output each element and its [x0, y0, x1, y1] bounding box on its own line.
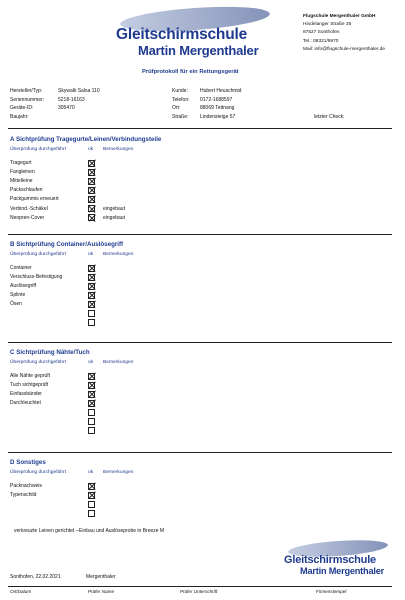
ok-checkbox[interactable] — [88, 483, 95, 490]
ok-checkbox[interactable] — [88, 409, 95, 416]
ok-checkbox[interactable] — [88, 160, 95, 167]
label-customer: Kunde: — [172, 88, 188, 94]
value-street: Lindensteige 57 — [200, 113, 236, 120]
subheader-remarks: Bemerkungen — [103, 252, 134, 257]
subheader-remarks: Bemerkungen — [103, 360, 134, 365]
ok-checkbox[interactable] — [88, 391, 95, 398]
device-labels — [10, 87, 44, 121]
ok-checkbox[interactable] — [88, 274, 95, 281]
check-item-label: Alle Nähte geprüft — [10, 373, 51, 379]
value-phone: 0172-1688597 — [200, 96, 233, 103]
check-item-label: Ösen — [10, 301, 22, 308]
last-check-label: letzter Check: — [314, 114, 345, 120]
subheader-ok: ok — [88, 147, 94, 152]
company-phone: Tel.: 08321/9970 — [303, 38, 339, 44]
check-item-label: Container — [10, 265, 32, 271]
check-item-label: Auslösegriff — [10, 283, 37, 290]
signature-line — [8, 586, 392, 587]
company-street: Hindelanger Straße 35 — [303, 22, 352, 28]
value-manufacturer: Skywalk Salsa 110 — [58, 88, 100, 94]
ok-checkbox[interactable] — [88, 283, 95, 290]
ok-checkbox[interactable] — [88, 214, 95, 221]
ok-checkbox[interactable] — [88, 178, 95, 185]
value-year — [58, 113, 100, 122]
ok-checkbox[interactable] — [88, 310, 95, 317]
divider — [8, 128, 392, 129]
customer-values — [200, 87, 241, 121]
company-address — [303, 13, 385, 54]
check-item-label: Packgummis erneuert — [10, 196, 59, 203]
check-item-label: Durchleuchtet — [10, 400, 41, 407]
footer-inspector: Mergenthaler — [86, 574, 116, 580]
value-city: 88069 Tettnang — [200, 105, 235, 112]
ok-checkbox[interactable] — [88, 382, 95, 389]
customer-labels — [172, 87, 190, 121]
ok-checkbox[interactable] — [88, 400, 95, 407]
section-title: B Sichtprüfung Container/Auslösegriff — [10, 241, 124, 248]
logo-line1: Gleitschirmschule — [116, 26, 247, 43]
label-street: Straße: — [172, 113, 189, 120]
subheader-check: Überprüfung durchgeführt — [10, 252, 67, 257]
ok-checkbox[interactable] — [88, 205, 95, 212]
company-name: Flugschule Mergenthaler GmbH — [303, 14, 376, 19]
footer-label-place-date: Ort/Datum — [10, 589, 32, 594]
device-values — [58, 87, 100, 121]
subheader-remarks: Bemerkungen — [103, 470, 134, 475]
section-divider — [8, 452, 392, 453]
check-item-remark: eingebaut — [103, 205, 125, 212]
check-item-label: Tragegurt — [10, 160, 32, 166]
value-customer: Hubert Heuschmid — [200, 88, 242, 94]
subheader-ok: ok — [88, 470, 94, 475]
logo-line2: Martin Mergenthaler — [138, 43, 259, 58]
ok-checkbox[interactable] — [88, 187, 95, 194]
footer-label-inspector-name: Prüfer Name — [88, 589, 115, 594]
check-item-label: Typenschild — [10, 492, 37, 499]
ok-checkbox[interactable] — [88, 319, 95, 326]
label-city: Ort: — [172, 105, 181, 112]
ok-checkbox[interactable] — [88, 418, 95, 425]
label-serial: Seriennummer: — [10, 96, 45, 103]
label-year: Baujahr: — [10, 113, 29, 120]
section-title: C Sichtprüfung Nähte/Tuch — [10, 349, 90, 356]
section-title: D Sonstiges — [10, 459, 46, 466]
ok-checkbox[interactable] — [88, 196, 95, 203]
ok-checkbox[interactable] — [88, 501, 95, 508]
value-serial: 5218-16163 — [58, 96, 85, 103]
subheader-check: Überprüfung durchgeführt — [10, 147, 67, 152]
footer-logo-line1: Gleitschirmschule — [284, 554, 376, 566]
section-title: A Sichtprüfung Tragegurte/Leinen/Verbindungsteile — [10, 136, 162, 143]
footer-label-signature: Prüfer Unterschrift — [180, 589, 218, 594]
company-mail: Mail: info@flugschule-mergenthaler.de — [303, 46, 385, 52]
check-item-label: Fangleinen — [10, 169, 35, 176]
footer-place-date: Sonthofen, 22.02.2021 — [10, 574, 61, 580]
check-item-label: Neopren-Cover — [10, 214, 45, 221]
subheader-remarks: Bemerkungen — [103, 147, 134, 152]
ok-checkbox[interactable] — [88, 265, 95, 272]
section-divider — [8, 234, 392, 235]
check-item-label: Packnachweis — [10, 483, 42, 489]
ok-checkbox[interactable] — [88, 169, 95, 176]
ok-checkbox[interactable] — [88, 292, 95, 299]
label-device-id: Geräte-ID: — [10, 105, 34, 112]
company-city: 87527 Sonthofen — [303, 30, 340, 36]
footer-label-stamp: Firmenstempel — [316, 589, 347, 594]
subheader-ok: ok — [88, 252, 94, 257]
subheader-check: Überprüfung durchgeführt — [10, 360, 67, 365]
ok-checkbox[interactable] — [88, 301, 95, 308]
page-title: Prüfprotokoll für ein Rettungsgerät — [142, 69, 239, 75]
check-item-label: Tuch sichtgeprüft — [10, 382, 49, 389]
note-text: verkreuzte Leinen gerichtet --Einbau und Auslöseprobe in Breeze M — [14, 528, 165, 534]
ok-checkbox[interactable] — [88, 427, 95, 434]
footer-logo-line2: Martin Mergenthaler — [300, 566, 385, 576]
value-device-id: 305470 — [58, 105, 75, 112]
subheader-ok: ok — [88, 360, 94, 365]
label-manufacturer: Hersteller/Typ: — [10, 88, 43, 94]
check-item-label: Packschlaufen — [10, 187, 43, 194]
check-item-label: Einfassbänder — [10, 391, 42, 398]
ok-checkbox[interactable] — [88, 373, 95, 380]
footer-logo — [278, 537, 396, 583]
label-phone: Telefon: — [172, 96, 190, 103]
ok-checkbox[interactable] — [88, 492, 95, 499]
subheader-check: Überprüfung durchgeführt — [10, 470, 67, 475]
check-item-label: Verbind.-Schäkel — [10, 205, 48, 212]
check-item-label: Mittelleine — [10, 178, 33, 185]
check-item-remark: eingebaut — [103, 214, 125, 221]
check-item-label: Verschluss-Befestigung — [10, 274, 63, 281]
ok-checkbox[interactable] — [88, 510, 95, 517]
logo — [108, 4, 278, 62]
check-item-label: Splinte — [10, 292, 26, 299]
section-divider — [8, 342, 392, 343]
